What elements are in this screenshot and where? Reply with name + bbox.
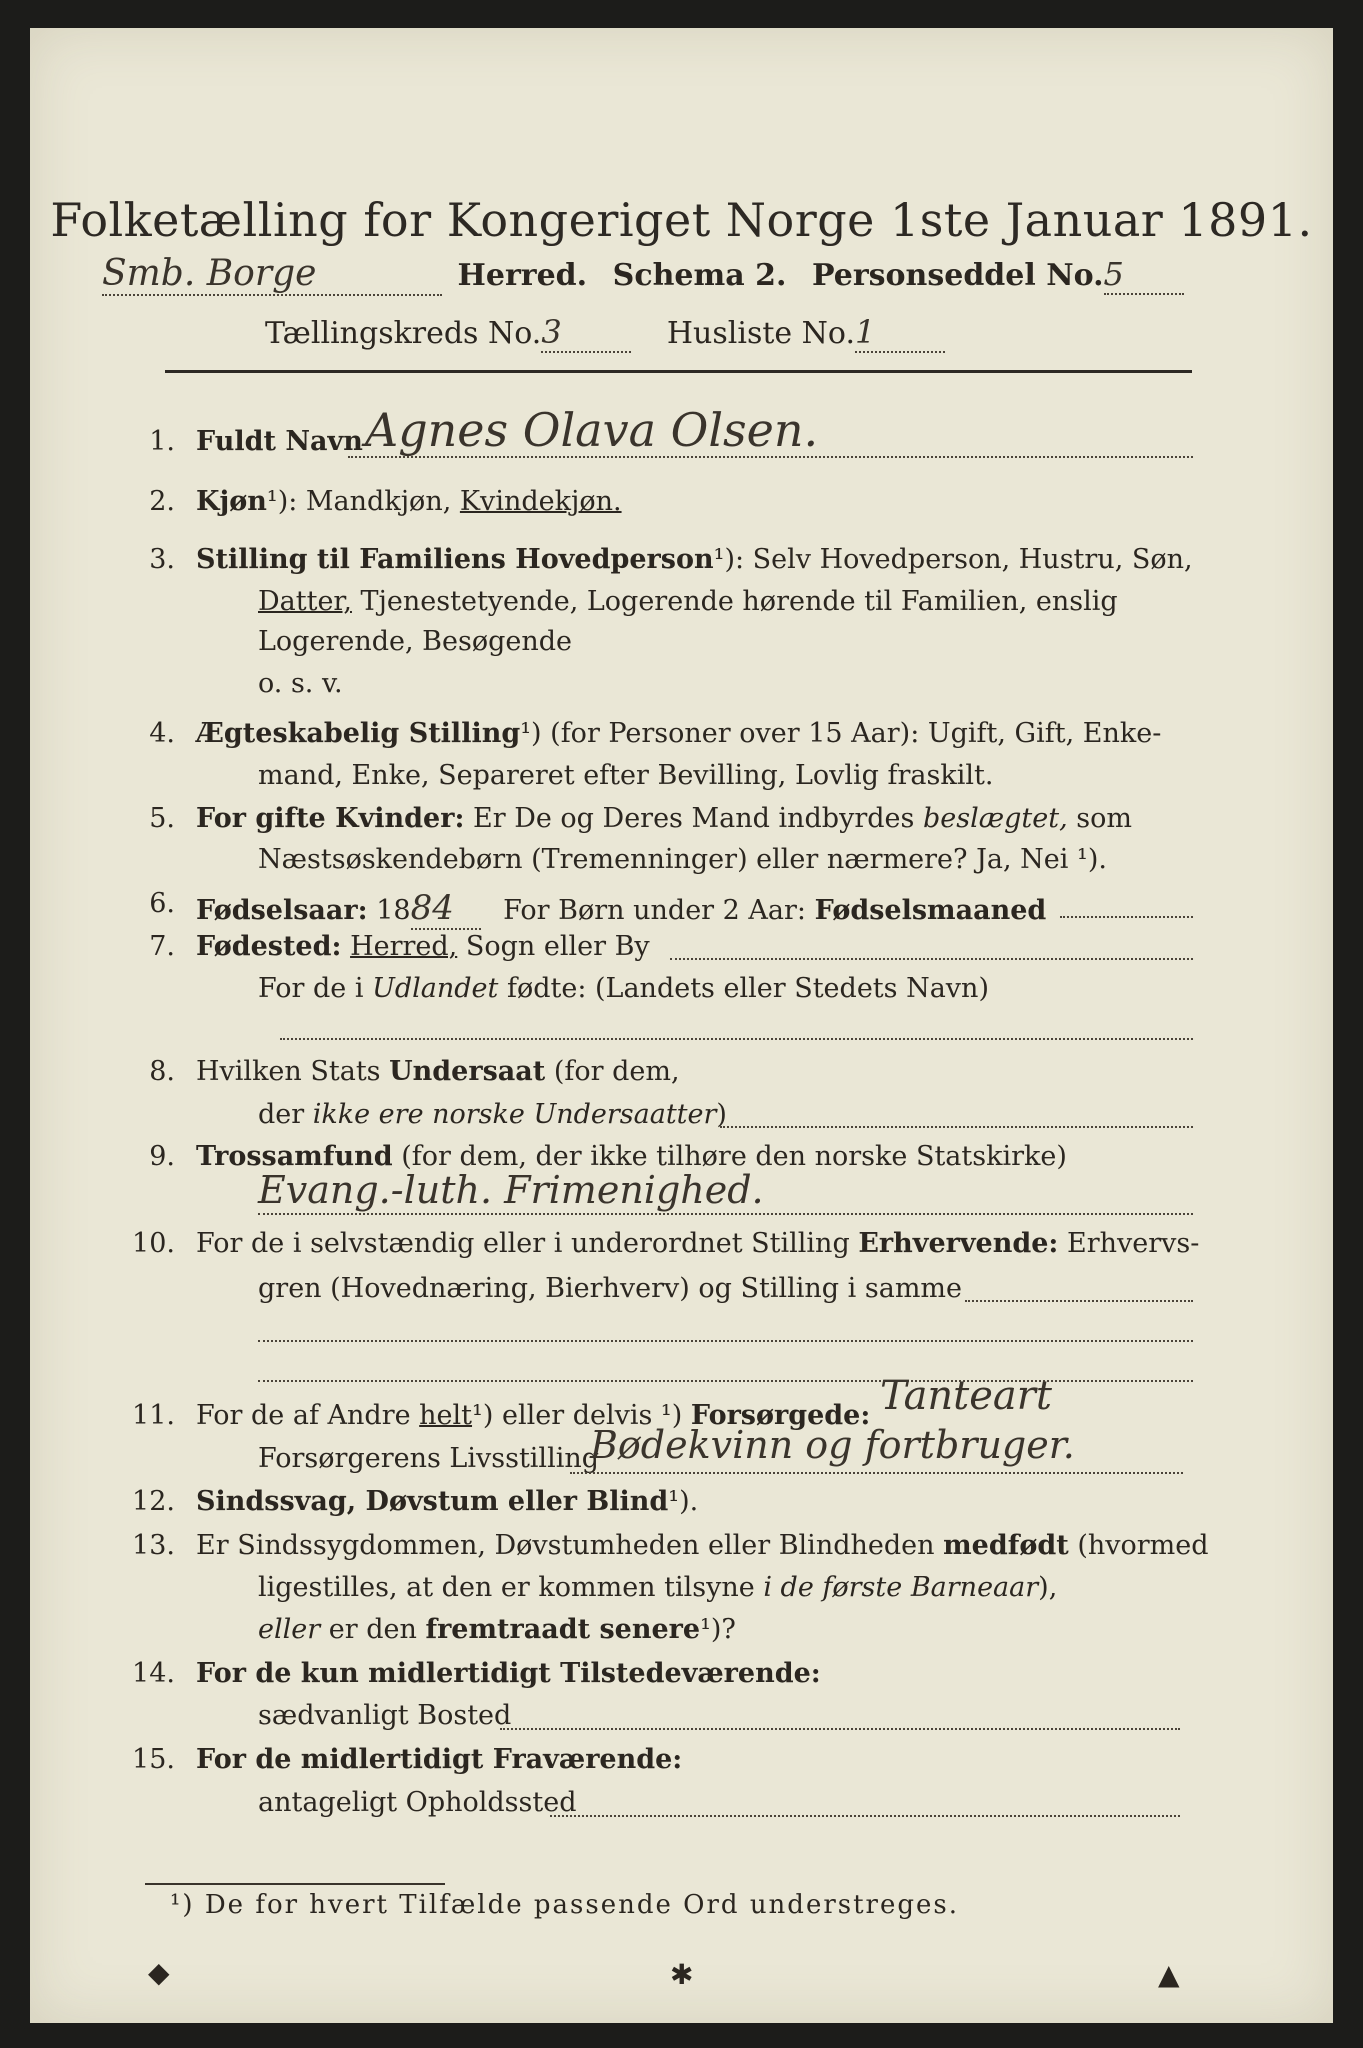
taellingskreds-label: Tællingskreds No.: [265, 316, 542, 351]
schema-label: Schema 2.: [612, 258, 787, 293]
item-8-line2: der ikke ere norske Undersaatter): [258, 1099, 727, 1130]
footnote: ¹) De for hvert Tilfælde passende Ord understreges.: [170, 1890, 960, 1920]
item-5-label: For gifte Kvinder:: [196, 803, 465, 834]
item-10-line2: gren (Hovednæring, Bierhverv) og Stilling i samme: [258, 1273, 963, 1304]
footnote-rule: [145, 1883, 445, 1885]
item-2-number: 2.: [149, 486, 175, 517]
item-13-number: 13.: [132, 1530, 175, 1561]
item-7-number: 7.: [149, 931, 175, 962]
item-7-fill-line: [670, 958, 1193, 960]
item-7-rest: Sogn eller By: [465, 931, 650, 962]
item-11-value: Tanteart: [880, 1373, 1052, 1419]
item-5-rest-italic: beslægtet,: [922, 803, 1068, 834]
item-11-number: 11.: [132, 1400, 175, 1431]
item-15: [196, 1744, 682, 1775]
item-10-number: 10.: [132, 1228, 175, 1259]
punch-mark-right: ▲: [1158, 1958, 1180, 1991]
item-10-pre: For de i selvstændig eller i underordnet Stilling: [196, 1228, 850, 1259]
item-8: [196, 1056, 680, 1087]
item-11-fill-line: [570, 1472, 1183, 1474]
item-14: [196, 1658, 821, 1689]
item-6-value: 84: [411, 888, 481, 930]
item-13-label: medfødt: [943, 1530, 1069, 1561]
item-9-value: Evang.-luth. Frimenighed.: [258, 1168, 764, 1212]
item-10-fill-line2: [258, 1340, 1193, 1342]
item-13-line3-italic: eller: [258, 1614, 321, 1645]
item-4-line2: mand, Enke, Separeret efter Bevilling, Lovlig fraskilt.: [258, 760, 994, 791]
item-12-rest: ¹).: [668, 1486, 699, 1517]
item-6-number: 6.: [149, 888, 175, 919]
item-8-number: 8.: [149, 1056, 175, 1087]
item-12-number: 12.: [132, 1486, 175, 1517]
punch-mark-left: ◆: [148, 1956, 170, 1989]
item-11-mid: ¹) eller delvis ¹): [472, 1400, 683, 1431]
item-13-line3b: ¹)?: [700, 1614, 736, 1645]
item-12: [196, 1486, 698, 1517]
item-5-rest: Er De og Deres Mand indbyrdes: [473, 803, 915, 834]
form-title: Folketælling for Kongeriget Norge 1ste Januar 1891.: [50, 193, 1313, 247]
item-11-line2: Forsørgerens Livsstilling: [258, 1443, 600, 1474]
item-9-number: 9.: [149, 1141, 175, 1172]
item-13-line3: [258, 1614, 736, 1645]
item-10-rest: Erhvervs-: [1067, 1228, 1200, 1259]
item-7-line2b: fødte: (Landets eller Stedets Navn): [506, 973, 989, 1004]
item-13-line3-bold: fremtraadt senere: [425, 1614, 701, 1645]
item-3-line2: [258, 586, 1118, 617]
item-3-number: 3.: [149, 544, 175, 575]
item-4-number: 4.: [149, 718, 175, 749]
item-1-label: Fuldt Navn: [196, 426, 363, 457]
item-3-line3: Logerende, Besøgende: [258, 626, 572, 657]
item-3-line4: o. s. v.: [258, 668, 343, 699]
item-3-label: Stilling til Familiens Hovedperson: [196, 544, 714, 575]
item-6: [196, 888, 1046, 930]
item-2-label: Kjøn: [196, 486, 267, 517]
item-14-fill-line: [500, 1728, 1180, 1730]
item-5: [196, 803, 1132, 834]
punch-mark-center: ✱: [670, 1958, 694, 1991]
item-8-line2-italic: ikke ere norske Undersaatter: [312, 1099, 717, 1130]
item-13-rest: (hvormed: [1077, 1530, 1209, 1561]
item-8-label: Undersaat: [389, 1056, 546, 1087]
personseddel-label: Personseddel No.: [811, 258, 1104, 293]
item-14-line2: sædvanligt Bosted: [258, 1700, 512, 1731]
item-13-line2b: ),: [1038, 1572, 1058, 1603]
personseddel-value: 5: [1104, 255, 1184, 295]
item-3-line2-text: Tjenestetyende, Logerende hørende til Familien, enslig: [360, 586, 1118, 617]
item-4: [196, 718, 1161, 749]
item-13: [196, 1530, 1209, 1561]
item-8-fill-line: [720, 1126, 1193, 1128]
item-11-choice: helt: [419, 1400, 473, 1431]
item-11-value2: Bødekvinn og fortbruger.: [590, 1423, 1075, 1467]
item-6-label: Fødselsaar:: [196, 895, 368, 926]
item-2: [196, 486, 622, 517]
item-4-rest: ¹) (for Personer over 15 Aar): Ugift, Gift, Enke-: [520, 718, 1162, 749]
item-8-line2a: der: [258, 1099, 305, 1130]
item-9-label: Trossamfund: [196, 1141, 393, 1172]
item-1-value: Agnes Olava Olsen.: [365, 403, 819, 457]
item-5-number: 5.: [149, 803, 175, 834]
item-10-fill-line3: [258, 1380, 1193, 1382]
item-5-line2: Næstsøskendebørn (Tremenninger) eller nærmere? Ja, Nei ¹).: [258, 844, 1107, 875]
item-10-fill-line: [965, 1300, 1193, 1302]
item-7-label: Fødested:: [196, 931, 342, 962]
herred-value: Smb. Borge: [102, 253, 442, 296]
item-6-prefix: 18: [376, 895, 411, 926]
item-7-line2-italic: Udlandet: [372, 973, 499, 1004]
item-6-label2: Fødselsmaaned: [814, 895, 1047, 926]
item-11-label: Forsørgede:: [690, 1400, 871, 1431]
item-6-rest: For Børn under 2 Aar:: [503, 895, 807, 926]
item-7-choice: Herred,: [350, 931, 458, 962]
item-3-choice: Datter,: [258, 586, 352, 617]
husliste-value: 1: [855, 313, 945, 353]
item-12-label: Sindssvag, Døvstum eller Blind: [196, 1486, 669, 1517]
item-11-pre: For de af Andre: [196, 1400, 411, 1431]
item-15-line2: antageligt Opholdssted: [258, 1787, 577, 1818]
item-14-label: For de kun midlertidigt Tilstedeværende:: [196, 1658, 821, 1689]
item-7: [196, 931, 650, 962]
item-15-fill-line: [550, 1815, 1180, 1817]
item-1: [196, 426, 363, 457]
item-4-label: Ægteskabelig Stilling: [196, 718, 521, 749]
item-13-line2a: ligestilles, at den er kommen tilsyne: [258, 1572, 755, 1603]
item-13-line3a: er den: [328, 1614, 417, 1645]
item-14-number: 14.: [132, 1658, 175, 1689]
item-15-label: For de midlertidigt Fraværende:: [196, 1744, 683, 1775]
header-rule: [165, 370, 1192, 373]
husliste-label: Husliste No.: [666, 316, 856, 351]
item-1-number: 1.: [149, 426, 175, 457]
item-5-rest-end: som: [1076, 803, 1132, 834]
taellingskreds-value: 3: [541, 313, 631, 353]
item-10-label: Erhvervende:: [858, 1228, 1059, 1259]
taellingskreds-line: [265, 313, 945, 353]
item-13-pre: Er Sindssygdommen, Døvstumheden eller Blindheden: [196, 1530, 935, 1561]
item-9-fill-line: [258, 1213, 1193, 1215]
herred-line: [102, 253, 1184, 296]
census-form-page: [30, 28, 1333, 2023]
item-3-rest: ¹): Selv Hovedperson, Hustru, Søn,: [713, 544, 1193, 575]
item-8-rest: (for dem,: [553, 1056, 680, 1087]
herred-label: Herred.: [457, 258, 588, 293]
item-7-fill-line2: [280, 1038, 1193, 1040]
item-15-number: 15.: [132, 1744, 175, 1775]
item-8-pre: Hvilken Stats: [196, 1056, 381, 1087]
item-13-line2: [258, 1572, 1057, 1603]
item-2-rest: ¹): Mandkjøn,: [266, 486, 452, 517]
item-9-rest: (for dem, der ikke tilhøre den norske Statskirke): [401, 1141, 1067, 1172]
item-7-line2: [258, 973, 989, 1004]
item-6-fill-line: [1060, 916, 1193, 918]
item-2-choice: Kvindekjøn.: [459, 486, 622, 517]
item-13-line2-italic: i de første Barneaar: [763, 1572, 1039, 1603]
item-7-line2a: For de i: [258, 973, 364, 1004]
item-3: [196, 544, 1193, 575]
item-10: [196, 1228, 1199, 1259]
